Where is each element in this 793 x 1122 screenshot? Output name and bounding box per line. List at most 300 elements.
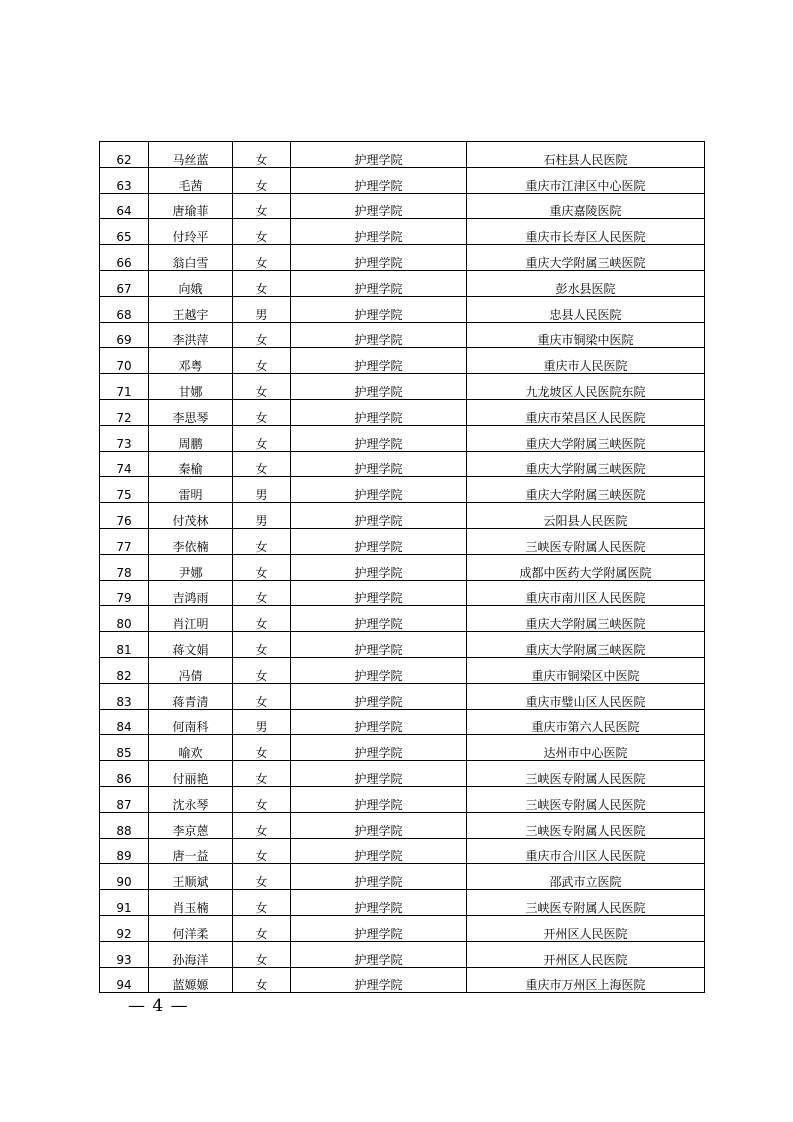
cell-college-text: 护理学院 <box>354 617 403 632</box>
table-row <box>100 477 705 503</box>
cell-hospital <box>467 864 705 890</box>
cell-hospital-text: 重庆市万州区上海医院 <box>525 978 646 993</box>
table-row <box>100 503 705 529</box>
table-row <box>100 786 705 812</box>
cell-college-text: 护理学院 <box>354 849 403 864</box>
cell-name <box>149 812 233 838</box>
cell-number-text: 78 <box>116 565 132 580</box>
cell-number <box>100 528 149 554</box>
cell-number-text: 74 <box>116 462 132 477</box>
cell-name <box>149 425 233 451</box>
cell-sex <box>233 864 291 890</box>
cell-hospital <box>467 348 705 374</box>
cell-college <box>291 554 467 580</box>
cell-name-text: 周鹏 <box>178 436 203 451</box>
cell-college <box>291 864 467 890</box>
cell-sex-text: 女 <box>255 900 268 915</box>
table-row <box>100 915 705 941</box>
cell-name <box>149 270 233 296</box>
cell-name <box>149 245 233 271</box>
cell-sex-text: 女 <box>255 875 268 890</box>
cell-hospital-text: 重庆市江津区中心医院 <box>525 178 646 193</box>
cell-number-text: 75 <box>116 488 132 503</box>
cell-name <box>149 580 233 606</box>
cell-hospital <box>467 503 705 529</box>
cell-name <box>149 761 233 787</box>
cell-number <box>100 554 149 580</box>
cell-hospital-text: 开州区人民医院 <box>543 926 628 941</box>
cell-name <box>149 399 233 425</box>
cell-name <box>149 503 233 529</box>
cell-college <box>291 296 467 322</box>
cell-number-text: 94 <box>116 978 132 993</box>
cell-number-text: 72 <box>116 410 132 425</box>
cell-hospital <box>467 735 705 761</box>
cell-college <box>291 735 467 761</box>
cell-name <box>149 786 233 812</box>
cell-college-text: 护理学院 <box>354 875 403 890</box>
cell-college-text: 护理学院 <box>354 462 403 477</box>
cell-number <box>100 296 149 322</box>
cell-sex-text: 女 <box>255 436 268 451</box>
cell-number <box>100 606 149 632</box>
cell-name-text: 雷明 <box>178 488 203 503</box>
cell-number-text: 83 <box>116 694 132 709</box>
cell-number-text: 68 <box>116 307 132 322</box>
table-row <box>100 193 705 219</box>
cell-number <box>100 425 149 451</box>
table-row <box>100 864 705 890</box>
cell-hospital-text: 重庆市荣昌区人民医院 <box>525 410 646 425</box>
cell-name <box>149 528 233 554</box>
cell-number-text: 73 <box>116 436 132 451</box>
cell-sex <box>233 735 291 761</box>
cell-number-text: 89 <box>116 849 132 864</box>
cell-college-text: 护理学院 <box>354 384 403 399</box>
cell-name-text: 肖玉楠 <box>172 900 209 915</box>
cell-name <box>149 890 233 916</box>
cell-hospital <box>467 915 705 941</box>
cell-name <box>149 142 233 168</box>
cell-hospital-text: 三峡医专附属人民医院 <box>525 797 646 812</box>
table-row <box>100 322 705 348</box>
cell-college-text: 护理学院 <box>354 642 403 657</box>
cell-name <box>149 632 233 658</box>
table-row <box>100 296 705 322</box>
cell-name-text: 唐瑜菲 <box>172 204 209 219</box>
cell-hospital-text: 重庆市璧山区人民医院 <box>525 694 646 709</box>
cell-name-text: 付丽艳 <box>172 771 209 786</box>
cell-sex-text: 女 <box>255 152 268 167</box>
cell-number-text: 66 <box>116 255 132 270</box>
cell-number-text: 77 <box>116 539 132 554</box>
cell-college-text: 护理学院 <box>354 178 403 193</box>
cell-hospital <box>467 683 705 709</box>
cell-name <box>149 219 233 245</box>
cell-college <box>291 941 467 967</box>
cell-sex <box>233 632 291 658</box>
cell-sex-text: 女 <box>255 230 268 245</box>
cell-name <box>149 864 233 890</box>
cell-hospital-text: 重庆大学附属三峡医院 <box>525 436 646 451</box>
cell-sex <box>233 761 291 787</box>
cell-college-text: 护理学院 <box>354 307 403 322</box>
cell-number <box>100 761 149 787</box>
cell-college-text: 护理学院 <box>354 694 403 709</box>
cell-college-text: 护理学院 <box>354 230 403 245</box>
cell-hospital-text: 重庆市人民医院 <box>543 359 628 374</box>
cell-hospital-text: 三峡医专附属人民医院 <box>525 823 646 838</box>
cell-hospital <box>467 219 705 245</box>
cell-sex-text: 女 <box>255 410 268 425</box>
table-row <box>100 167 705 193</box>
cell-sex-text: 女 <box>255 746 268 761</box>
cell-sex <box>233 606 291 632</box>
cell-number <box>100 864 149 890</box>
cell-college-text: 护理学院 <box>354 281 403 296</box>
cell-hospital <box>467 657 705 683</box>
table-row <box>100 735 705 761</box>
table-row <box>100 580 705 606</box>
cell-hospital <box>467 296 705 322</box>
cell-number-text: 84 <box>116 720 132 735</box>
cell-hospital <box>467 761 705 787</box>
cell-number <box>100 142 149 168</box>
cell-name <box>149 167 233 193</box>
cell-hospital <box>467 270 705 296</box>
cell-sex-text: 女 <box>255 668 268 683</box>
cell-college-text: 护理学院 <box>354 771 403 786</box>
table-row <box>100 761 705 787</box>
cell-college <box>291 528 467 554</box>
cell-hospital-text: 重庆市铜梁中医院 <box>537 333 634 348</box>
cell-sex-text: 女 <box>255 359 268 374</box>
cell-name-text: 甘娜 <box>178 384 203 399</box>
roster-table <box>99 141 705 993</box>
table-row <box>100 838 705 864</box>
cell-hospital-text: 三峡医专附属人民医院 <box>525 771 646 786</box>
cell-college <box>291 451 467 477</box>
cell-hospital <box>467 322 705 348</box>
cell-sex <box>233 503 291 529</box>
cell-name <box>149 477 233 503</box>
cell-number <box>100 451 149 477</box>
cell-name-text: 肖江明 <box>172 617 209 632</box>
cell-number-text: 64 <box>116 204 132 219</box>
cell-name <box>149 374 233 400</box>
cell-number <box>100 915 149 941</box>
cell-name-text: 王越宇 <box>172 307 209 322</box>
cell-hospital-text: 达州市中心医院 <box>543 746 628 761</box>
cell-sex <box>233 425 291 451</box>
cell-sex <box>233 915 291 941</box>
cell-number-text: 82 <box>116 668 132 683</box>
cell-sex-text: 女 <box>255 178 268 193</box>
cell-name-text: 蒋文娟 <box>172 642 209 657</box>
cell-number-text: 86 <box>116 771 132 786</box>
cell-college <box>291 193 467 219</box>
cell-hospital <box>467 451 705 477</box>
cell-name-text: 冯倩 <box>178 668 203 683</box>
cell-college-text: 护理学院 <box>354 488 403 503</box>
cell-hospital <box>467 399 705 425</box>
cell-hospital-text: 重庆大学附属三峡医院 <box>525 617 646 632</box>
cell-number <box>100 245 149 271</box>
cell-college <box>291 915 467 941</box>
cell-sex-text: 女 <box>255 565 268 580</box>
cell-college-text: 护理学院 <box>354 565 403 580</box>
table-row <box>100 270 705 296</box>
cell-hospital-text: 重庆市第六人民医院 <box>531 720 640 735</box>
cell-sex-text: 男 <box>255 488 268 503</box>
table-row <box>100 812 705 838</box>
table-row <box>100 399 705 425</box>
cell-hospital-text: 重庆市合川区人民医院 <box>525 849 646 864</box>
cell-college-text: 护理学院 <box>354 204 403 219</box>
table-row <box>100 709 705 735</box>
cell-hospital-text: 重庆大学附属三峡医院 <box>525 488 646 503</box>
cell-college-text: 护理学院 <box>354 926 403 941</box>
cell-hospital <box>467 477 705 503</box>
cell-sex-text: 女 <box>255 384 268 399</box>
cell-sex <box>233 709 291 735</box>
cell-number-text: 93 <box>116 952 132 967</box>
cell-college-text: 护理学院 <box>354 255 403 270</box>
cell-college <box>291 812 467 838</box>
cell-sex <box>233 451 291 477</box>
cell-name <box>149 348 233 374</box>
cell-college <box>291 167 467 193</box>
cell-number-text: 65 <box>116 230 132 245</box>
cell-hospital <box>467 193 705 219</box>
table-row <box>100 219 705 245</box>
cell-college <box>291 399 467 425</box>
cell-name-text: 付茂林 <box>172 513 209 528</box>
cell-sex <box>233 270 291 296</box>
cell-number <box>100 322 149 348</box>
cell-number-text: 88 <box>116 823 132 838</box>
cell-college-text: 护理学院 <box>354 539 403 554</box>
cell-name <box>149 554 233 580</box>
cell-name-text: 翁白雪 <box>172 255 209 270</box>
cell-college <box>291 580 467 606</box>
cell-sex <box>233 890 291 916</box>
cell-hospital <box>467 580 705 606</box>
cell-number <box>100 735 149 761</box>
cell-hospital-text: 九龙坡区人民医院东院 <box>525 384 646 399</box>
cell-name <box>149 838 233 864</box>
cell-hospital <box>467 709 705 735</box>
table-row <box>100 374 705 400</box>
cell-college <box>291 142 467 168</box>
cell-hospital-text: 忠县人民医院 <box>549 307 622 322</box>
cell-sex-text: 女 <box>255 694 268 709</box>
cell-sex <box>233 374 291 400</box>
cell-name-text: 何南科 <box>172 720 209 735</box>
cell-number <box>100 477 149 503</box>
cell-college <box>291 322 467 348</box>
cell-college <box>291 606 467 632</box>
cell-college <box>291 477 467 503</box>
cell-number-text: 62 <box>116 152 132 167</box>
cell-sex-text: 女 <box>255 462 268 477</box>
cell-number <box>100 812 149 838</box>
cell-college <box>291 786 467 812</box>
cell-number-text: 92 <box>116 926 132 941</box>
cell-sex-text: 女 <box>255 255 268 270</box>
cell-college <box>291 219 467 245</box>
cell-name <box>149 193 233 219</box>
cell-hospital-text: 重庆嘉陵医院 <box>549 204 622 219</box>
cell-college-text: 护理学院 <box>354 720 403 735</box>
cell-hospital-text: 三峡医专附属人民医院 <box>525 900 646 915</box>
cell-name-text: 向娥 <box>178 281 203 296</box>
cell-name-text: 沈永琴 <box>172 797 209 812</box>
cell-number-text: 80 <box>116 617 132 632</box>
cell-college-text: 护理学院 <box>354 668 403 683</box>
cell-sex-text: 女 <box>255 591 268 606</box>
table-row <box>100 451 705 477</box>
cell-name-text: 马丝蓝 <box>172 152 209 167</box>
cell-name-text: 秦榆 <box>178 462 203 477</box>
cell-college <box>291 348 467 374</box>
cell-sex <box>233 838 291 864</box>
cell-name <box>149 967 233 993</box>
cell-number-text: 67 <box>116 281 132 296</box>
cell-hospital-text: 重庆市铜梁区中医院 <box>531 668 640 683</box>
cell-hospital <box>467 245 705 271</box>
cell-college <box>291 657 467 683</box>
cell-hospital <box>467 890 705 916</box>
cell-sex <box>233 296 291 322</box>
cell-name-text: 吉鸿雨 <box>172 591 209 606</box>
cell-hospital <box>467 606 705 632</box>
cell-number <box>100 786 149 812</box>
cell-name-text: 尹娜 <box>178 565 203 580</box>
cell-college <box>291 967 467 993</box>
cell-college <box>291 374 467 400</box>
cell-name <box>149 941 233 967</box>
cell-sex <box>233 786 291 812</box>
cell-hospital <box>467 838 705 864</box>
cell-college-text: 护理学院 <box>354 952 403 967</box>
cell-number <box>100 683 149 709</box>
cell-number-text: 91 <box>116 900 132 915</box>
cell-sex <box>233 967 291 993</box>
cell-sex <box>233 477 291 503</box>
table-row <box>100 941 705 967</box>
cell-number <box>100 167 149 193</box>
cell-sex <box>233 812 291 838</box>
cell-college-text: 护理学院 <box>354 591 403 606</box>
cell-number <box>100 967 149 993</box>
cell-number-text: 69 <box>116 333 132 348</box>
cell-name <box>149 322 233 348</box>
table-row <box>100 425 705 451</box>
cell-number <box>100 503 149 529</box>
cell-name <box>149 683 233 709</box>
cell-number <box>100 399 149 425</box>
cell-number <box>100 270 149 296</box>
cell-number-text: 71 <box>116 384 132 399</box>
cell-number-text: 76 <box>116 513 132 528</box>
cell-sex-text: 女 <box>255 952 268 967</box>
cell-college-text: 护理学院 <box>354 436 403 451</box>
cell-college <box>291 838 467 864</box>
cell-sex <box>233 399 291 425</box>
cell-sex <box>233 219 291 245</box>
table-row <box>100 606 705 632</box>
cell-number <box>100 657 149 683</box>
table-row <box>100 554 705 580</box>
cell-number <box>100 580 149 606</box>
cell-college-text: 护理学院 <box>354 797 403 812</box>
cell-sex-text: 男 <box>255 513 268 528</box>
cell-college-text: 护理学院 <box>354 333 403 348</box>
cell-number-text: 87 <box>116 797 132 812</box>
cell-college <box>291 632 467 658</box>
cell-hospital <box>467 528 705 554</box>
cell-hospital-text: 重庆市南川区人民医院 <box>525 591 646 606</box>
cell-sex <box>233 554 291 580</box>
cell-sex <box>233 142 291 168</box>
cell-hospital <box>467 142 705 168</box>
cell-sex-text: 女 <box>255 849 268 864</box>
cell-college-text: 护理学院 <box>354 152 403 167</box>
cell-college <box>291 270 467 296</box>
cell-sex <box>233 167 291 193</box>
cell-hospital <box>467 632 705 658</box>
cell-college-text: 护理学院 <box>354 978 403 993</box>
cell-sex <box>233 193 291 219</box>
cell-hospital-text: 开州区人民医院 <box>543 952 628 967</box>
cell-sex <box>233 683 291 709</box>
cell-name-text: 李依楠 <box>172 539 209 554</box>
cell-sex <box>233 348 291 374</box>
cell-name <box>149 709 233 735</box>
cell-hospital-text: 重庆大学附属三峡医院 <box>525 255 646 270</box>
roster-table-body <box>100 142 705 993</box>
cell-sex-text: 女 <box>255 281 268 296</box>
cell-sex <box>233 941 291 967</box>
cell-college-text: 护理学院 <box>354 410 403 425</box>
cell-number-text: 81 <box>116 642 132 657</box>
cell-name-text: 李京蒽 <box>172 823 209 838</box>
table-row <box>100 632 705 658</box>
cell-hospital <box>467 786 705 812</box>
cell-hospital-text: 云阳县人民医院 <box>543 513 628 528</box>
cell-sex <box>233 322 291 348</box>
cell-sex-text: 女 <box>255 978 268 993</box>
cell-name-text: 孙海洋 <box>172 952 209 967</box>
cell-hospital <box>467 425 705 451</box>
cell-name <box>149 606 233 632</box>
cell-number-text: 85 <box>116 746 132 761</box>
cell-sex-text: 女 <box>255 926 268 941</box>
cell-sex-text: 女 <box>255 539 268 554</box>
table-row <box>100 245 705 271</box>
cell-hospital-text: 邵武市立医院 <box>549 875 622 890</box>
cell-hospital-text: 重庆大学附属三峡医院 <box>525 642 646 657</box>
cell-number <box>100 374 149 400</box>
cell-name <box>149 451 233 477</box>
table-row <box>100 528 705 554</box>
cell-hospital <box>467 967 705 993</box>
cell-name <box>149 657 233 683</box>
table-row <box>100 657 705 683</box>
cell-college-text: 护理学院 <box>354 513 403 528</box>
cell-name-text: 李洪萍 <box>172 333 209 348</box>
